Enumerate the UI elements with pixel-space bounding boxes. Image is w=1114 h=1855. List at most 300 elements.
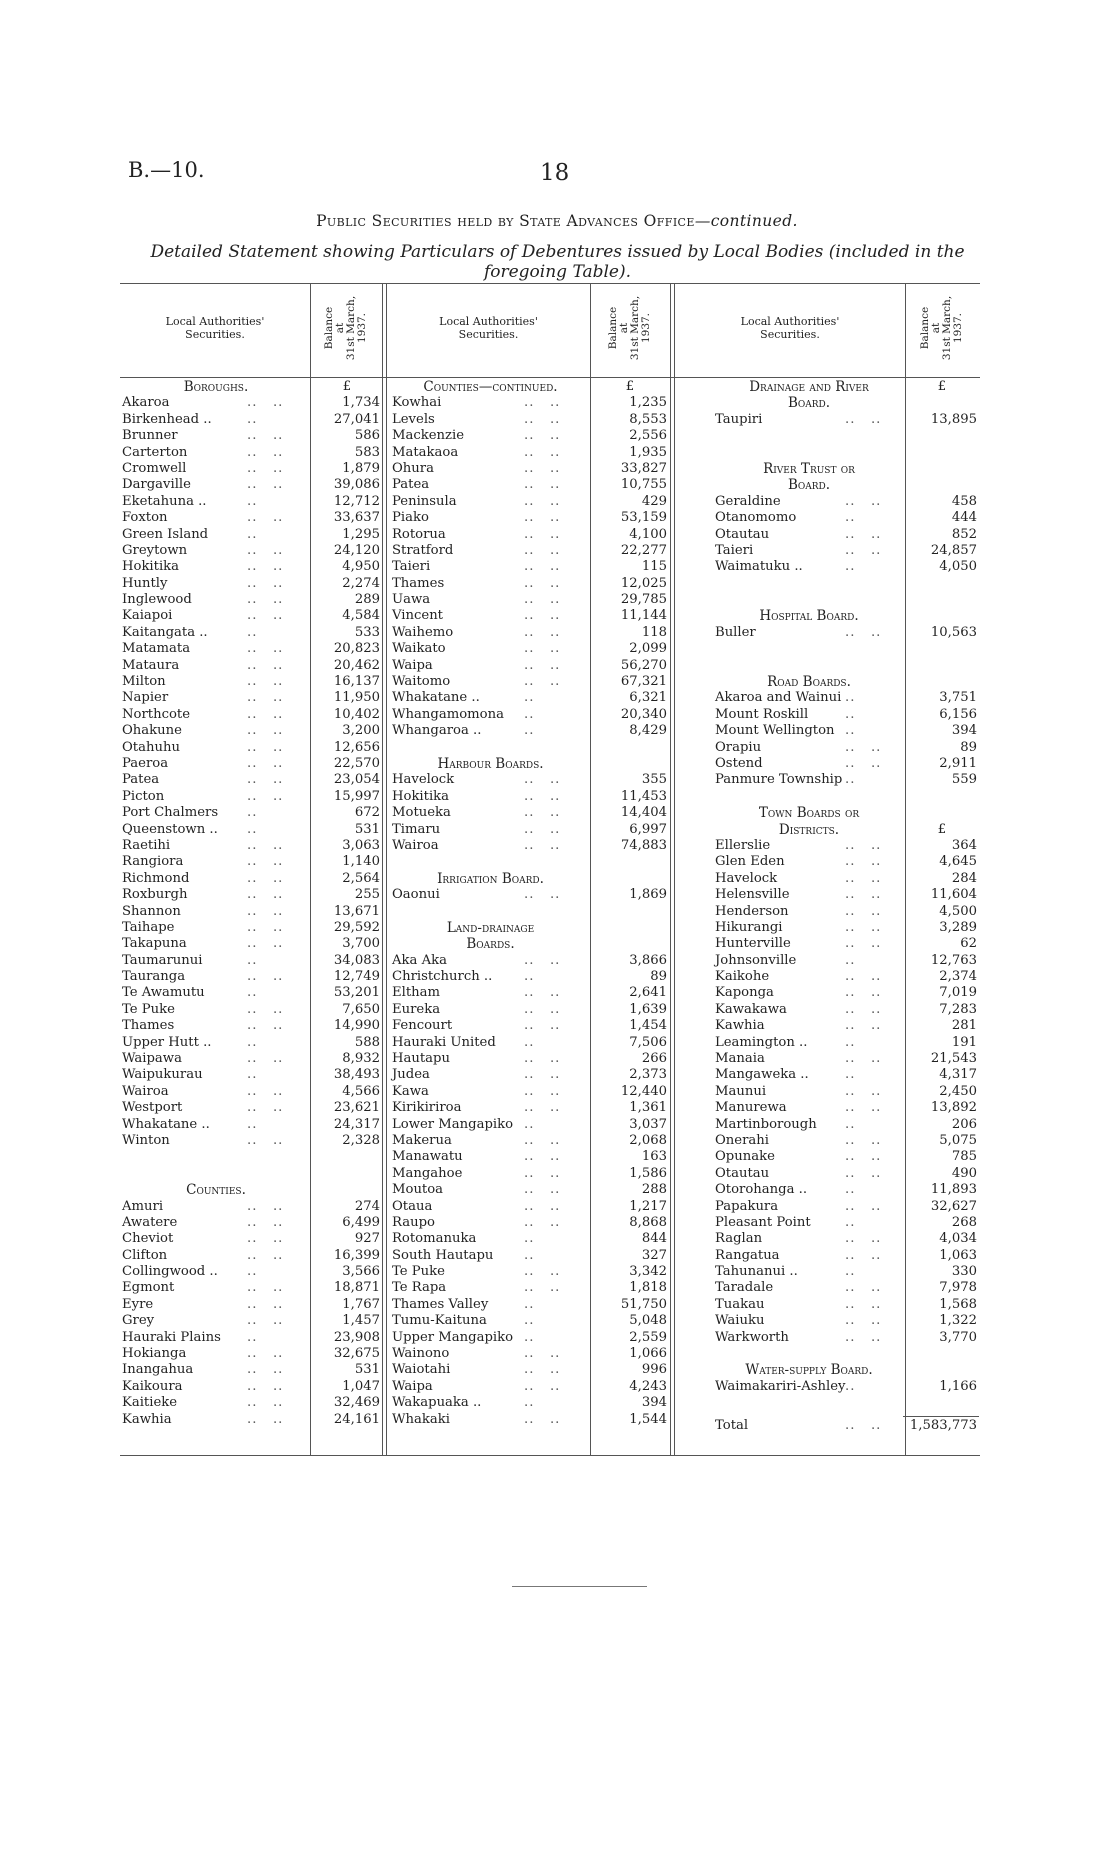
leader-dots: .. ..: [845, 1417, 882, 1433]
leader-dots: .. ..: [845, 1083, 882, 1099]
authority-name: Onerahi: [715, 1132, 769, 1148]
balance-value: 1,047: [342, 1378, 380, 1394]
blank-row: [122, 1166, 380, 1182]
section-heading: Irrigation Board.: [437, 870, 544, 887]
leader-dots: .. ..: [845, 624, 882, 640]
authority-name: Manurewa: [715, 1100, 787, 1116]
table-row: [122, 1330, 380, 1346]
section-heading-row: [392, 936, 667, 952]
table-title-continued: —continued.: [694, 212, 798, 230]
leader-dots: ..: [247, 624, 258, 640]
leader-dots: .. ..: [524, 510, 561, 526]
leader-dots: .. ..: [845, 1165, 882, 1181]
table-row: [392, 527, 667, 543]
authority-name: Dargaville: [122, 477, 191, 493]
balance-value: 2,328: [342, 1132, 380, 1148]
blank-row: [715, 1395, 977, 1411]
leader-dots: .. ..: [845, 887, 882, 903]
table-row: [392, 1117, 667, 1133]
authority-name: Havelock: [715, 870, 778, 886]
balance-value: 394: [641, 1395, 667, 1411]
authority-name: Buller: [715, 624, 756, 640]
table-row: [715, 871, 977, 887]
authority-name: Matamata: [122, 641, 191, 657]
table-row: [392, 641, 667, 657]
balance-value: 4,100: [629, 526, 667, 542]
section-heading-row: [715, 1362, 977, 1378]
leader-dots: ..: [845, 952, 856, 968]
authority-name: Taupiri: [715, 411, 763, 427]
balance-value: 10,402: [333, 706, 380, 722]
balance-value: 20,462: [333, 657, 380, 673]
leader-dots: ..: [524, 1231, 535, 1247]
balance-value: 18,871: [333, 1280, 380, 1296]
table-row: [122, 576, 380, 592]
balance-value: 23,054: [333, 772, 380, 788]
balance-value: 2,373: [629, 1067, 667, 1083]
leader-dots: .. ..: [524, 395, 561, 411]
authority-name: Kaponga: [715, 985, 774, 1001]
authority-name: Opunake: [715, 1149, 775, 1165]
authority-name: Waikato: [392, 641, 446, 657]
balance-value: 785: [951, 1149, 977, 1165]
authority-name: Ohakune: [122, 723, 182, 739]
leader-dots: ..: [247, 493, 258, 509]
leader-dots: .. ..: [845, 1132, 882, 1148]
table-row: [122, 527, 380, 543]
table-row: [392, 1199, 667, 1215]
section-heading-row: [715, 379, 977, 395]
leader-dots: .. ..: [247, 510, 284, 526]
table-row: [715, 1067, 977, 1083]
balance-value: 20,340: [620, 706, 667, 722]
table-row: [122, 592, 380, 608]
table-row: [392, 838, 667, 854]
leader-dots: .. ..: [845, 854, 882, 870]
table-row: [122, 1346, 380, 1362]
balance-value: 12,749: [333, 969, 380, 985]
balance-value: 852: [951, 526, 977, 542]
authority-name: Te Puke: [122, 1001, 175, 1017]
table-row: [392, 1379, 667, 1395]
section-heading-row: [715, 674, 977, 690]
table-row: [715, 1379, 977, 1395]
table-row: [122, 445, 380, 461]
section-heading: Board.: [787, 395, 831, 412]
leader-dots: .. ..: [247, 1018, 284, 1034]
balance-value: 12,763: [930, 952, 977, 968]
leader-dots: .. ..: [247, 608, 284, 624]
balance-value: 1,166: [939, 1378, 977, 1394]
col1-body: [122, 379, 380, 1428]
section-heading: River Trust or: [763, 460, 855, 477]
balance-value: 330: [951, 1264, 977, 1280]
balance-value: 11,604: [930, 887, 977, 903]
balance-value: 2,068: [629, 1132, 667, 1148]
section-heading-row: [715, 822, 977, 838]
leader-dots: .. ..: [247, 542, 284, 558]
leader-dots: ..: [845, 510, 856, 526]
balance-value: 23,621: [333, 1100, 380, 1116]
leader-dots: ..: [524, 690, 535, 706]
balance-value: 394: [951, 723, 977, 739]
balance-value: 14,990: [333, 1018, 380, 1034]
table-row: [392, 608, 667, 624]
authority-name: Hautapu: [392, 1051, 450, 1067]
balance-value: 284: [951, 870, 977, 886]
authority-name: Clifton: [122, 1247, 168, 1263]
col3-balance-header-text: [920, 296, 964, 360]
table-row: [392, 690, 667, 706]
leader-dots: ..: [845, 1264, 856, 1280]
table-row: [392, 985, 667, 1001]
balance-value: 2,564: [342, 870, 380, 886]
leader-dots: .. ..: [845, 903, 882, 919]
table-row: [715, 1100, 977, 1116]
table-row: [392, 1215, 667, 1231]
leader-dots: .. ..: [247, 1378, 284, 1394]
authority-name: Aka Aka: [392, 952, 447, 968]
balance-value: 1,879: [342, 460, 380, 476]
leader-dots: .. ..: [524, 1051, 561, 1067]
table-row: [392, 559, 667, 575]
table-row: [122, 608, 380, 624]
balance-value: 118: [641, 624, 667, 640]
authority-name: Northcote: [122, 706, 191, 722]
authority-name: Grey: [122, 1313, 155, 1329]
table-bottom-rule: [120, 1455, 980, 1456]
balance-value: 15,997: [333, 788, 380, 804]
bal2-l3: 31st March,: [628, 295, 641, 361]
authority-name: Westport: [122, 1100, 183, 1116]
section-heading: Drainage and River: [749, 379, 869, 395]
authority-name: Rangatua: [715, 1247, 780, 1263]
leader-dots: .. ..: [524, 1018, 561, 1034]
authority-name: Hokianga: [122, 1346, 187, 1362]
balance-value: 11,453: [620, 788, 667, 804]
col2-balance-header: [590, 283, 670, 373]
col3-balance-header: [905, 283, 980, 373]
table-row: [715, 936, 977, 952]
leader-dots: .. ..: [845, 919, 882, 935]
leader-dots: .. ..: [524, 428, 561, 444]
authority-name: Paeroa: [122, 755, 169, 771]
authority-name: Uawa: [392, 592, 431, 608]
leader-dots: .. ..: [247, 1231, 284, 1247]
leader-dots: ..: [845, 1182, 856, 1198]
table-row: [392, 822, 667, 838]
balance-value: 1,454: [629, 1018, 667, 1034]
leader-dots: .. ..: [845, 1329, 882, 1345]
authority-name: Otautau: [715, 1165, 770, 1181]
table-row: [392, 1280, 667, 1296]
leader-dots: .. ..: [524, 608, 561, 624]
balance-value: 844: [641, 1231, 667, 1247]
balance-value: 7,650: [342, 1001, 380, 1017]
table-row: [715, 1035, 977, 1051]
table-row: [122, 412, 380, 428]
table-row: [392, 494, 667, 510]
authority-name: Manawatu: [392, 1149, 463, 1165]
balance-value: 29,785: [620, 592, 667, 608]
table-row: [715, 1084, 977, 1100]
authority-name: Vincent: [392, 608, 443, 624]
authority-name: Inangahua: [122, 1362, 194, 1378]
balance-value: 1,767: [342, 1296, 380, 1312]
authority-name: Waiuku: [715, 1313, 765, 1329]
leader-dots: .. ..: [845, 526, 882, 542]
authority-name: Amuri: [122, 1198, 164, 1214]
leader-dots: .. ..: [247, 674, 284, 690]
leader-dots: .. ..: [247, 1395, 284, 1411]
balance-value: 672: [354, 805, 380, 821]
leader-dots: .. ..: [247, 870, 284, 886]
leader-dots: ..: [845, 559, 856, 575]
leader-dots: ..: [845, 706, 856, 722]
balance-value: 4,584: [342, 608, 380, 624]
leader-dots: .. ..: [524, 477, 561, 493]
authority-name: Oaonui: [392, 887, 440, 903]
table-row: [122, 559, 380, 575]
balance-value: 2,374: [939, 969, 977, 985]
bal3-l3: 31st March,: [941, 295, 954, 361]
table-row: [122, 1248, 380, 1264]
table-row: [122, 1297, 380, 1313]
table-row: [122, 395, 380, 411]
leader-dots: ..: [247, 805, 258, 821]
balance-value: 559: [951, 772, 977, 788]
table-row: [715, 1133, 977, 1149]
leader-dots: .. ..: [524, 1346, 561, 1362]
table-row: [392, 1362, 667, 1378]
leader-dots: ..: [247, 1034, 258, 1050]
balance-value: 191: [951, 1034, 977, 1050]
leader-dots: .. ..: [247, 1411, 284, 1427]
authority-name: Picton: [122, 788, 165, 804]
table-row: [392, 1084, 667, 1100]
balance-value: 67,321: [620, 674, 667, 690]
leader-dots: ..: [247, 411, 258, 427]
balance-value: 429: [641, 493, 667, 509]
authority-name: Papakura: [715, 1198, 779, 1214]
authority-name: Wainono: [392, 1346, 450, 1362]
authority-name: Kawa: [392, 1083, 429, 1099]
leader-dots: .. ..: [524, 559, 561, 575]
authority-name: Martinborough: [715, 1116, 817, 1132]
authority-name: Foxton: [122, 510, 168, 526]
col1-right-divider-2: [386, 283, 387, 1455]
balance-value: 22,570: [333, 755, 380, 771]
balance-value: 5,048: [629, 1313, 667, 1329]
table-row: [122, 707, 380, 723]
authority-name: Akaroa: [122, 395, 170, 411]
table-row: [392, 412, 667, 428]
leader-dots: ..: [524, 1034, 535, 1050]
blank-row: [392, 854, 667, 870]
balance-value: 1,568: [939, 1296, 977, 1312]
authority-name: Inglewood: [122, 592, 192, 608]
bal1-l2: at: [333, 322, 346, 334]
table-row: [122, 1117, 380, 1133]
table-row: [715, 559, 977, 575]
leader-dots: .. ..: [524, 1214, 561, 1230]
leader-dots: .. ..: [247, 1247, 284, 1263]
authority-name: Hokitika: [122, 559, 180, 575]
balance-value: 4,645: [939, 854, 977, 870]
balance-value: 13,671: [333, 903, 380, 919]
table-row: [122, 838, 380, 854]
leader-dots: .. ..: [845, 1231, 882, 1247]
balance-value: 12,440: [620, 1083, 667, 1099]
col2-name-header: [387, 283, 590, 373]
blank-row: [715, 1346, 977, 1362]
authority-name: Egmont: [122, 1280, 175, 1296]
authority-name: Motueka: [392, 805, 451, 821]
table-row: [392, 953, 667, 969]
table-row: [392, 576, 667, 592]
balance-value: 3,866: [629, 952, 667, 968]
leader-dots: .. ..: [524, 887, 561, 903]
section-heading: Boroughs.: [183, 379, 249, 395]
balance-value: 34,083: [333, 952, 380, 968]
balance-value: 12,712: [333, 493, 380, 509]
table-row: [715, 1002, 977, 1018]
balance-value: 12,656: [333, 739, 380, 755]
table-row: [715, 904, 977, 920]
balance-value: 14,404: [620, 805, 667, 821]
authority-name: Birkenhead ..: [122, 411, 212, 427]
section-heading-row: [392, 756, 667, 772]
table-row: [122, 1280, 380, 1296]
table-row: [715, 1418, 977, 1434]
balance-value: 531: [354, 821, 380, 837]
table-row: [122, 985, 380, 1001]
leader-dots: ..: [845, 1067, 856, 1083]
leader-dots: ..: [524, 1329, 535, 1345]
leader-dots: .. ..: [845, 1247, 882, 1263]
leader-dots: ..: [524, 1116, 535, 1132]
col2-right-divider: [670, 283, 671, 1455]
balance-value: 2,099: [629, 641, 667, 657]
authority-name: Piako: [392, 510, 429, 526]
authority-name: Thames: [122, 1018, 175, 1034]
authority-name: Fencourt: [392, 1018, 453, 1034]
authority-name: Pleasant Point: [715, 1214, 811, 1230]
leader-dots: ..: [845, 690, 856, 706]
table-row: [122, 740, 380, 756]
balance-value: 12,025: [620, 575, 667, 591]
table-row: [392, 658, 667, 674]
balance-value: 5,075: [939, 1132, 977, 1148]
leader-dots: .. ..: [524, 411, 561, 427]
table-row: [122, 658, 380, 674]
table-row: [715, 1018, 977, 1034]
section-heading: Harbour Boards.: [437, 755, 544, 772]
table-row: [122, 1313, 380, 1329]
table-row: [122, 953, 380, 969]
authority-name: Matakaoa: [392, 444, 459, 460]
authority-name: Eyre: [122, 1296, 154, 1312]
table-row: [392, 969, 667, 985]
table-row: [715, 1117, 977, 1133]
leader-dots: .. ..: [524, 1198, 561, 1214]
table-subtitle: Detailed Statement showing Particulars of Debentures issued by Local Bodies (included in the foregoing Table).: [150, 242, 965, 282]
section-heading-row: [715, 477, 977, 493]
authority-name: Wakapuaka ..: [392, 1395, 482, 1411]
authority-name: Raupo: [392, 1214, 435, 1230]
authority-name: Patea: [122, 772, 160, 788]
table-row: [392, 789, 667, 805]
leader-dots: .. ..: [524, 592, 561, 608]
bal1-l1: Balance: [322, 306, 335, 350]
table-row: [122, 1199, 380, 1215]
table-row: [122, 772, 380, 788]
leader-dots: .. ..: [247, 575, 284, 591]
balance-value: 13,895: [930, 411, 977, 427]
blank-row: [715, 428, 977, 444]
balance-value: 2,274: [342, 575, 380, 591]
leader-dots: .. ..: [247, 444, 284, 460]
leader-dots: .. ..: [247, 1001, 284, 1017]
balance-value: 255: [354, 887, 380, 903]
leader-dots: ..: [247, 985, 258, 1001]
balance-value: 21,543: [930, 1051, 977, 1067]
blank-row: [715, 592, 977, 608]
table-row: [392, 1395, 667, 1411]
balance-value: 3,289: [939, 919, 977, 935]
table-row: [715, 412, 977, 428]
leader-dots: .. ..: [845, 1149, 882, 1165]
leader-dots: .. ..: [247, 477, 284, 493]
leader-dots: .. ..: [524, 624, 561, 640]
section-heading: Water-supply Board.: [745, 1362, 873, 1379]
table-row: [392, 395, 667, 411]
balance-value: 4,243: [629, 1378, 667, 1394]
table-row: [122, 723, 380, 739]
table-row: [392, 1182, 667, 1198]
col1-name-header: [120, 283, 310, 373]
balance-value: 33,637: [333, 510, 380, 526]
authority-name: Napier: [122, 690, 169, 706]
authority-name: Greytown: [122, 542, 188, 558]
authority-name: Rotorua: [392, 526, 446, 542]
leader-dots: ..: [845, 772, 856, 788]
balance-value: 24,317: [333, 1116, 380, 1132]
page-number: 18: [540, 160, 570, 186]
authority-name: Taieri: [392, 559, 431, 575]
balance-value: 10,563: [930, 624, 977, 640]
authority-name: Carterton: [122, 444, 188, 460]
section-heading-row: [392, 920, 667, 936]
balance-value: 115: [641, 559, 667, 575]
balance-value: 996: [641, 1362, 667, 1378]
table-row: [715, 756, 977, 772]
authority-name: Akaroa and Wainui: [715, 690, 842, 706]
leader-dots: .. ..: [247, 395, 284, 411]
authority-name: Taihape: [122, 919, 175, 935]
leader-dots: .. ..: [524, 657, 561, 673]
authority-name: Patea: [392, 477, 430, 493]
balance-value: 11,893: [930, 1182, 977, 1198]
leader-dots: ..: [524, 723, 535, 739]
leader-dots: .. ..: [247, 460, 284, 476]
authority-name: Awatere: [122, 1214, 178, 1230]
balance-value: 3,566: [342, 1264, 380, 1280]
section-heading-row: [122, 1182, 380, 1198]
section-heading-row: [715, 461, 977, 477]
section-heading-row: [392, 871, 667, 887]
authority-name: Panmure Township: [715, 772, 843, 788]
